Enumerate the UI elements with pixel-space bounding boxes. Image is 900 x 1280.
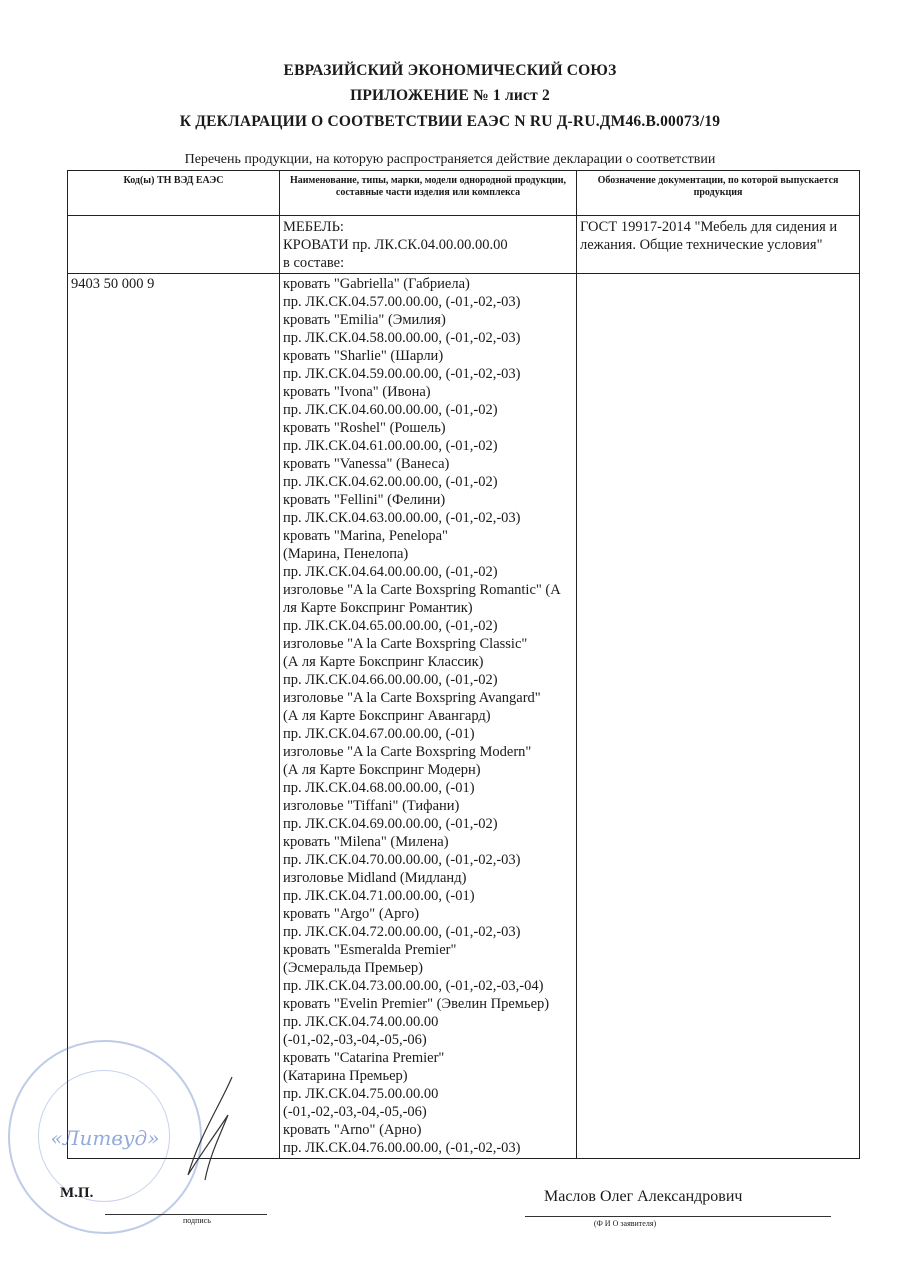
list-item: кровать "Arno" (Арно) xyxy=(283,1122,422,1138)
list-item: изголовье "Tiffani" (Тифани) xyxy=(283,798,460,814)
category-line: в составе: xyxy=(283,255,345,271)
list-item: пр. ЛК.СК.04.75.00.00.00 xyxy=(283,1086,439,1102)
company-stamp xyxy=(8,1040,202,1234)
list-item: изголовье "A la Carte Boxspring Classic" xyxy=(283,636,528,652)
list-item: изголовье "A la Carte Boxspring Romantic" (А xyxy=(283,582,561,598)
product-table xyxy=(67,170,860,1159)
table-caption: Перечень продукции, на которую распространяется действие декларации о соответствии xyxy=(184,152,716,167)
document-title-line2: ПРИЛОЖЕНИЕ № 1 лист 2 xyxy=(350,87,550,104)
list-item: (Марина, Пенелопа) xyxy=(283,546,409,562)
list-item: кровать "Ivona" (Ивона) xyxy=(283,384,431,400)
document-title-line1: ЕВРАЗИЙСКИЙ ЭКОНОМИЧЕСКИЙ СОЮЗ xyxy=(283,62,617,79)
list-item: пр. ЛК.СК.04.64.00.00.00, (-01,-02) xyxy=(283,564,498,580)
items-list xyxy=(280,274,576,1158)
list-item: кровать "Milena" (Милена) xyxy=(283,834,449,850)
standard-line: ГОСТ 19917-2014 "Мебель для сидения и xyxy=(580,219,838,235)
applicant-name: Маслов Олег Александрович xyxy=(544,1188,743,1205)
list-item: пр. ЛК.СК.04.58.00.00.00, (-01,-02,-03) xyxy=(283,330,521,346)
list-item: кровать "Emilia" (Эмилия) xyxy=(283,312,446,328)
list-item: кровать "Marina, Penelopa" xyxy=(283,528,448,544)
hs-code: 9403 50 000 9 xyxy=(71,276,155,292)
list-item: кровать "Sharlie" (Шарли) xyxy=(283,348,444,364)
list-item: кровать "Roshel" (Рошель) xyxy=(283,420,446,436)
header-name: Наименование, типы, марки, модели однородной продукции, составные части изделия или комплекса xyxy=(280,171,577,216)
table-header-row xyxy=(68,171,860,216)
list-item: (-01,-02,-03,-04,-05,-06) xyxy=(283,1032,427,1048)
list-item: кровать "Gabriella" (Габриела) xyxy=(283,276,470,292)
table-cell-code xyxy=(68,274,280,1159)
list-item: пр. ЛК.СК.04.65.00.00.00, (-01,-02) xyxy=(283,618,498,634)
list-item: изголовье "A la Carte Boxspring Avangard" xyxy=(283,690,541,706)
list-item: пр. ЛК.СК.04.69.00.00.00, (-01,-02) xyxy=(283,816,498,832)
list-item: пр. ЛК.СК.04.62.00.00.00, (-01,-02) xyxy=(283,474,498,490)
category-line: КРОВАТИ пр. ЛК.СК.04.00.00.00.00 xyxy=(283,237,508,253)
list-item: пр. ЛК.СК.04.76.00.00.00, (-01,-02,-03) xyxy=(283,1140,521,1156)
table-cell-standard xyxy=(577,216,860,274)
list-item: пр. ЛК.СК.04.74.00.00.00 xyxy=(283,1014,439,1030)
list-item: изголовье Midland (Мидланд) xyxy=(283,870,467,886)
list-item: пр. ЛК.СК.04.70.00.00.00, (-01,-02,-03) xyxy=(283,852,521,868)
table-cell-empty xyxy=(577,274,860,1159)
standard-line: лежания. Общие технические условия" xyxy=(580,237,823,253)
list-item: (Катарина Премьер) xyxy=(283,1068,408,1084)
list-item: (А ля Карте Бокспринг Модерн) xyxy=(283,762,481,778)
list-item: пр. ЛК.СК.04.63.00.00.00, (-01,-02,-03) xyxy=(283,510,521,526)
document-title-line3: К ДЕКЛАРАЦИИ О СООТВЕТСТВИИ ЕАЭС N RU Д-RU.ДМ46.В.00073/19 xyxy=(179,113,721,130)
stamp-text: «Литвуд» xyxy=(50,1126,160,1150)
list-item: пр. ЛК.СК.04.67.00.00.00, (-01) xyxy=(283,726,475,742)
list-item: пр. ЛК.СК.04.73.00.00.00, (-01,-02,-03,-04) xyxy=(283,978,544,994)
list-item: кровать "Catarina Premier" xyxy=(283,1050,445,1066)
list-item: пр. ЛК.СК.04.68.00.00.00, (-01) xyxy=(283,780,475,796)
table-cell-category xyxy=(280,216,577,274)
list-item: изголовье "A la Carte Boxspring Modern" xyxy=(283,744,532,760)
list-item: пр. ЛК.СК.04.57.00.00.00, (-01,-02,-03) xyxy=(283,294,521,310)
list-item: кровать "Esmeralda Premier" xyxy=(283,942,457,958)
list-item: кровать "Evelin Premier" (Эвелин Премьер) xyxy=(283,996,550,1012)
list-item: кровать "Argo" (Арго) xyxy=(283,906,420,922)
list-item: пр. ЛК.СК.04.72.00.00.00, (-01,-02,-03) xyxy=(283,924,521,940)
table-cell-items xyxy=(280,274,577,1159)
list-item: (А ля Карте Бокспринг Авангард) xyxy=(283,708,491,724)
signature-label: подпись xyxy=(183,1216,211,1225)
table-row xyxy=(68,274,860,1159)
signature-line xyxy=(105,1214,267,1215)
handwritten-signature xyxy=(180,1075,260,1185)
table-cell-code-empty xyxy=(68,216,280,274)
list-item: пр. ЛК.СК.04.59.00.00.00, (-01,-02,-03) xyxy=(283,366,521,382)
list-item: (А ля Карте Бокспринг Классик) xyxy=(283,654,484,670)
header-doc: Обозначение документации, по которой выпускается продукция xyxy=(577,171,860,216)
name-line xyxy=(525,1216,831,1217)
list-item: пр. ЛК.СК.04.60.00.00.00, (-01,-02) xyxy=(283,402,498,418)
list-item: кровать "Fellini" (Фелини) xyxy=(283,492,446,508)
list-item: пр. ЛК.СК.04.71.00.00.00, (-01) xyxy=(283,888,475,904)
table-row xyxy=(68,216,860,274)
list-item: (-01,-02,-03,-04,-05,-06) xyxy=(283,1104,427,1120)
list-item: пр. ЛК.СК.04.66.00.00.00, (-01,-02) xyxy=(283,672,498,688)
seal-place-label: М.П. xyxy=(60,1185,94,1201)
header-code: Код(ы) ТН ВЭД ЕАЭС xyxy=(68,171,280,216)
list-item: пр. ЛК.СК.04.61.00.00.00, (-01,-02) xyxy=(283,438,498,454)
category-line: МЕБЕЛЬ: xyxy=(283,219,344,235)
name-caption: (Ф И О заявителя) xyxy=(593,1219,657,1228)
list-item: (Эсмеральда Премьер) xyxy=(283,960,424,976)
list-item: кровать "Vanessa" (Ванеса) xyxy=(283,456,450,472)
list-item: ля Карте Бокспринг Романтик) xyxy=(283,600,473,616)
